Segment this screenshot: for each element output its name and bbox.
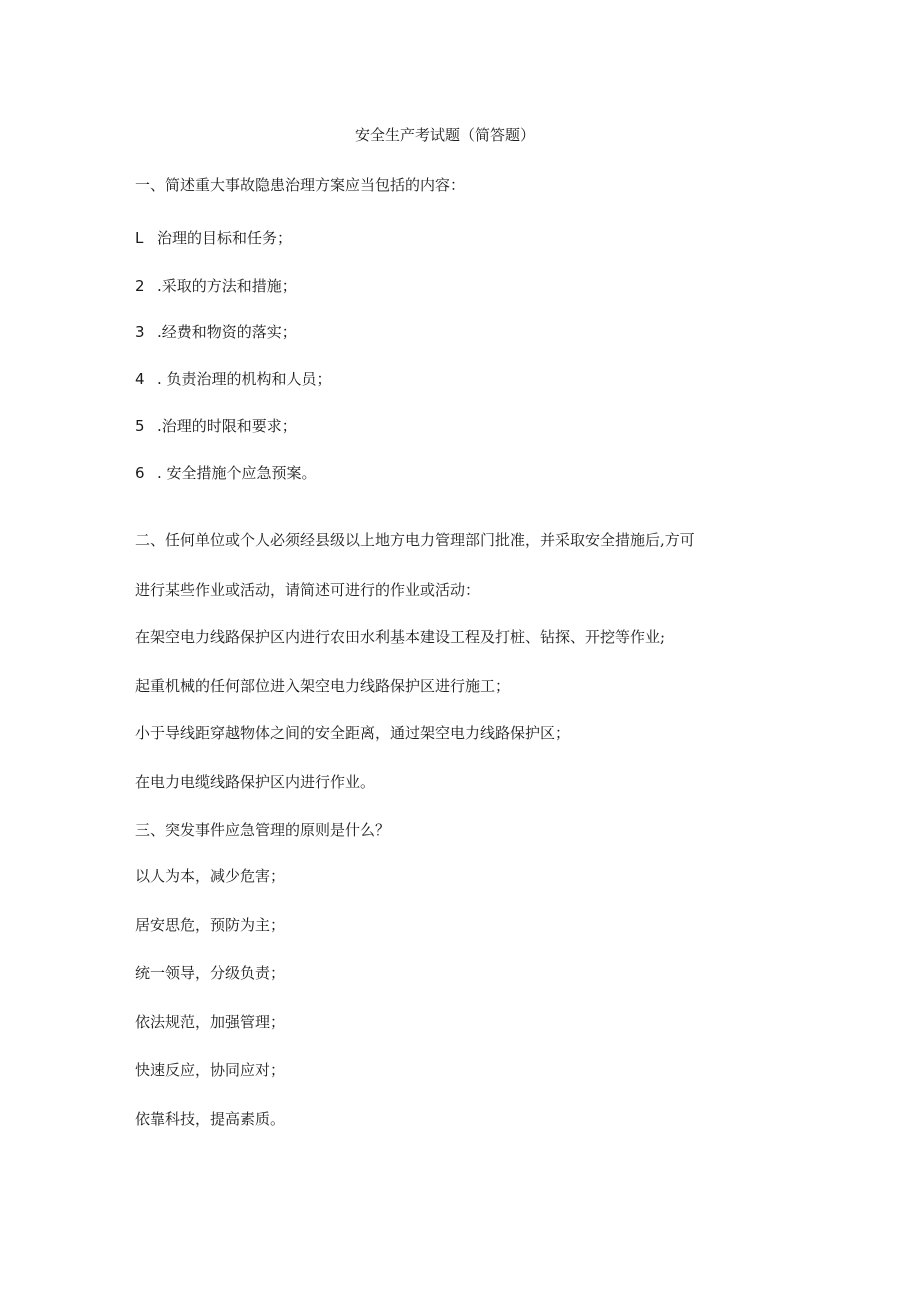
list-item-text: 治理的目标和任务； [157, 229, 293, 247]
list-item-text: . 安全措施个应急预案。 [157, 464, 317, 482]
list-item-text: . 负责治理的机构和人员； [157, 370, 332, 388]
list-item-number: 6 [135, 464, 145, 482]
list-item-number: 5 [135, 417, 145, 435]
answer-line: 统一领导，分级负责； [135, 964, 286, 982]
question-3-heading: 三、突发事件应急管理的原则是什么？ [135, 821, 391, 839]
answer-line: 快速反应，协同应对； [135, 1061, 286, 1079]
list-item-number: L [135, 229, 144, 247]
list-item-number: 2 [135, 277, 145, 295]
answer-line: 依靠科技，提高素质。 [135, 1110, 286, 1128]
answer-line: 起重机械的任何部位进入架空电力线路保护区进行施工； [135, 677, 511, 695]
question-2-heading-line-2: 进行某些作业或活动，请简述可进行的作业或活动： [135, 581, 481, 599]
list-item-text: .经费和物资的落实； [157, 323, 297, 341]
answer-line: 小于导线距穿越物体之间的安全距离，通过架空电力线路保护区； [135, 724, 571, 742]
answer-line: 依法规范，加强管理； [135, 1013, 286, 1031]
list-item [135, 276, 297, 296]
document-title: 安全生产考试题（简答题） [354, 126, 535, 144]
answer-line: 以人为本，减少危害； [135, 867, 286, 885]
list-item-text: .治理的时限和要求； [157, 417, 297, 435]
list-item-number: 3 [135, 323, 145, 341]
list-item [135, 369, 332, 389]
answer-line: 在电力电缆线路保护区内进行作业。 [135, 773, 376, 791]
question-2-heading-line-1: 二、任何单位或个人必须经县级以上地方电力管理部门批准，并采取安全措施后,方可 [135, 531, 695, 549]
list-item [135, 322, 297, 342]
answer-line: 在架空电力线路保护区内进行农田水利基本建设工程及打桩、钻探、开挖等作业; [135, 628, 666, 646]
list-item [135, 228, 292, 248]
list-item [135, 416, 297, 436]
list-item-number: 4 [135, 370, 145, 388]
list-item [135, 463, 317, 483]
list-item-text: .采取的方法和措施； [157, 277, 297, 295]
answer-line: 居安思危，预防为主； [135, 916, 286, 934]
question-1-heading: 一、简述重大事故隐患治理方案应当包括的内容： [135, 176, 466, 194]
